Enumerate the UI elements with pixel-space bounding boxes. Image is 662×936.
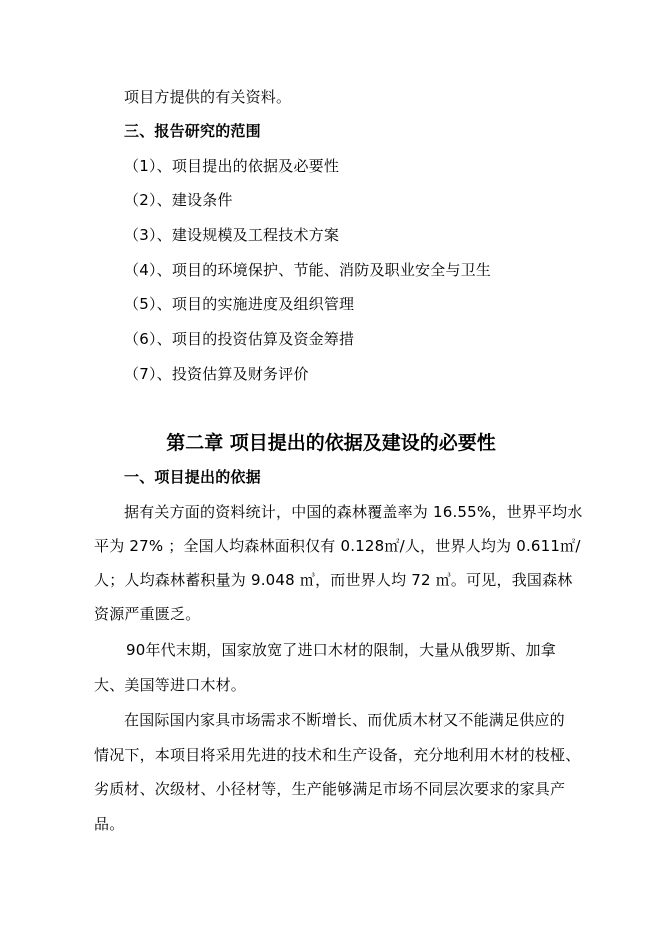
paragraph-line: 据有关方面的资料统计，中国的森林覆盖率为 16.55%，世界平均水: [124, 503, 583, 521]
scope-list-item-2: （2）、建设条件: [124, 191, 233, 209]
paragraph-line: 劣质材、次级材、小径材等，生产能够满足市场不同层次要求的家具产: [94, 780, 566, 798]
paragraph-line: 大、美国等进口木材。: [94, 676, 247, 694]
paragraph-line: 品。: [94, 815, 125, 833]
scope-list-item-5: （5）、项目的实施进度及组织管理: [124, 295, 355, 313]
scope-list-item-3: （3）、建设规模及工程技术方案: [124, 226, 340, 244]
paragraph-line: 在国际国内家具市场需求不断增长、而优质木材又不能满足供应的: [124, 711, 565, 729]
scope-list-item-4: （4）、项目的环境保护、节能、消防及职业安全与卫生: [124, 261, 492, 279]
scope-list-item-7: （7）、投资估算及财务评价: [124, 365, 309, 383]
scope-list-item-1: （1）、项目提出的依据及必要性: [124, 157, 340, 175]
paragraph-line: 平为 27% ；全国人均森林面积仅有 0.128㎡/人，世界人均为 0.611㎡/: [94, 537, 581, 555]
paragraph-line: 情况下，本项目将采用先进的技术和生产设备，充分地利用木材的枝桠、: [94, 746, 581, 764]
section-heading-scope: 三、报告研究的范围: [124, 122, 261, 140]
section-heading-basis: 一、项目提出的依据: [124, 468, 261, 486]
paragraph-line: 人；人均森林蓄积量为 9.048 ㎥，而世界人均 72 ㎥。可见，我国森林: [94, 571, 573, 589]
chapter-title: 第二章 项目提出的依据及建设的必要性: [166, 432, 496, 454]
intro-line: 项目方提供的有关资料。: [124, 88, 292, 106]
paragraph-line: 90年代末期，国家放宽了进口木材的限制，大量从俄罗斯、加拿: [126, 641, 556, 659]
scope-list-item-6: （6）、项目的投资估算及资金筹措: [124, 330, 355, 348]
paragraph-line: 资源严重匮乏。: [94, 605, 201, 623]
